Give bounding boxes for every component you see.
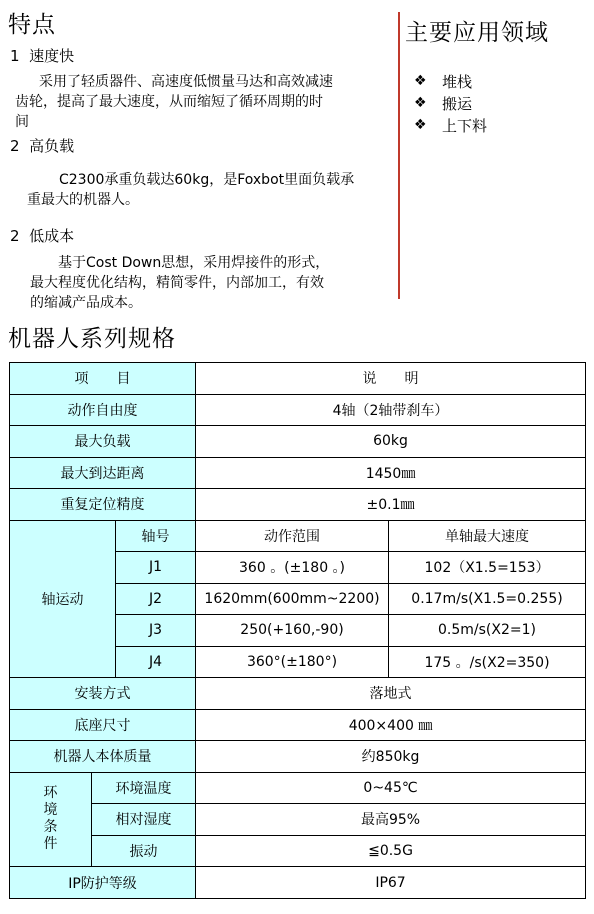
- feature-number: 1: [10, 47, 20, 65]
- table-row: [10, 678, 586, 710]
- spec-label: 机器人本体质量: [10, 741, 196, 773]
- axis-speed: 0.5m/s(X2=1): [389, 615, 586, 647]
- diamond-bullet-icon: ❖: [414, 73, 427, 89]
- spec-value: 1450㎜: [196, 457, 586, 489]
- feature-2-title: [10, 135, 74, 156]
- axis-id: J3: [116, 615, 196, 647]
- application-item: [414, 114, 487, 136]
- application-item: [414, 70, 487, 92]
- spec-value: 400×400 ㎜: [196, 709, 586, 741]
- table-row: [10, 835, 586, 867]
- spec-value: 4轴（2轴带刹车）: [196, 394, 586, 426]
- table-row: [10, 426, 586, 458]
- header-desc-cell: 说 明: [196, 363, 586, 395]
- feature-line: 最大程度优化结构，精简零件，内部加工，有效: [30, 275, 324, 291]
- feature-line: 的缩减产品成本。: [30, 295, 142, 311]
- feature-line: C2300承重负载达60kg，是Foxbot里面负载承: [59, 172, 355, 188]
- application-label: 上下料: [442, 116, 488, 135]
- spec-label: IP防护等级: [10, 867, 196, 899]
- table-row: [10, 867, 586, 899]
- axis-motion-label: 轴运动: [10, 520, 116, 678]
- table-row: [10, 772, 586, 804]
- table-row: [10, 363, 586, 395]
- axis-range: 360°(±180°): [196, 646, 389, 678]
- spec-label: 动作自由度: [10, 394, 196, 426]
- feature-line: 齿轮，提高了最大速度，从而缩短了循环周期的时: [15, 94, 323, 110]
- axis-column-header: 轴号: [116, 520, 196, 552]
- feature-number: 2: [10, 137, 20, 155]
- spec-value: 60kg: [196, 426, 586, 458]
- environment-label: [10, 772, 92, 867]
- table-row: [10, 489, 586, 521]
- feature-1-text: [15, 72, 385, 132]
- table-row: [10, 804, 586, 836]
- environment-label-text: 环境条件: [43, 785, 58, 853]
- env-value: ≦0.5G: [196, 835, 586, 867]
- table-row: [10, 394, 586, 426]
- axis-range: 1620mm(600mm~2200): [196, 583, 389, 615]
- feature-title: 高负载: [29, 137, 75, 155]
- axis-speed: 175 。/s(X2=350): [389, 646, 586, 678]
- table-row: [10, 457, 586, 489]
- spec-value: ±0.1㎜: [196, 489, 586, 521]
- table-row: [10, 520, 586, 552]
- header-item-cell: 项 目: [10, 363, 196, 395]
- axis-range: 250(+160,-90): [196, 615, 389, 647]
- column-divider: [398, 12, 400, 299]
- table-row: [10, 709, 586, 741]
- specs-heading: 机器人系列规格: [8, 326, 176, 352]
- range-column-header: 动作范围: [196, 520, 389, 552]
- axis-id: J4: [116, 646, 196, 678]
- feature-3-title: [10, 225, 74, 246]
- feature-title: 低成本: [29, 227, 75, 245]
- env-value: 0~45℃: [196, 772, 586, 804]
- spec-table: [9, 362, 586, 899]
- diamond-bullet-icon: ❖: [414, 117, 427, 133]
- spec-label: 重复定位精度: [10, 489, 196, 521]
- spec-value: 落地式: [196, 678, 586, 710]
- axis-speed: 0.17m/s(X1.5=0.255): [389, 583, 586, 615]
- application-item: [414, 92, 487, 114]
- axis-speed: 102（X1.5=153）: [389, 552, 586, 584]
- feature-line: 基于Cost Down思想，采用焊接件的形式，: [58, 255, 330, 271]
- features-heading: 特点: [8, 12, 56, 38]
- feature-3-text: [30, 253, 390, 313]
- application-label: 搬运: [442, 94, 473, 113]
- spec-label: 最大到达距离: [10, 457, 196, 489]
- axis-id: J2: [116, 583, 196, 615]
- feature-number: 2: [10, 227, 20, 245]
- spec-value: 约850kg: [196, 741, 586, 773]
- feature-line: 采用了轻质器件、高速度低惯量马达和高效减速: [39, 74, 333, 90]
- spec-label: 最大负载: [10, 426, 196, 458]
- env-label: 环境温度: [92, 772, 196, 804]
- spec-value: IP67: [196, 867, 586, 899]
- applications-list: [414, 70, 487, 136]
- feature-line: 重最大的机器人。: [27, 192, 139, 208]
- feature-line: 间: [15, 114, 29, 130]
- application-label: 堆栈: [442, 72, 473, 91]
- axis-id: J1: [116, 552, 196, 584]
- env-label: 振动: [92, 835, 196, 867]
- spec-label: 安装方式: [10, 678, 196, 710]
- diamond-bullet-icon: ❖: [414, 95, 427, 111]
- feature-title: 速度快: [29, 47, 75, 65]
- env-label: 相对湿度: [92, 804, 196, 836]
- axis-range: 360 。(±180 。): [196, 552, 389, 584]
- feature-1-title: [10, 45, 74, 66]
- applications-heading: 主要应用领域: [405, 20, 549, 46]
- spec-label: 底座尺寸: [10, 709, 196, 741]
- table-row: [10, 741, 586, 773]
- speed-column-header: 单轴最大速度: [389, 520, 586, 552]
- feature-2-text: [27, 170, 387, 210]
- env-value: 最高95%: [196, 804, 586, 836]
